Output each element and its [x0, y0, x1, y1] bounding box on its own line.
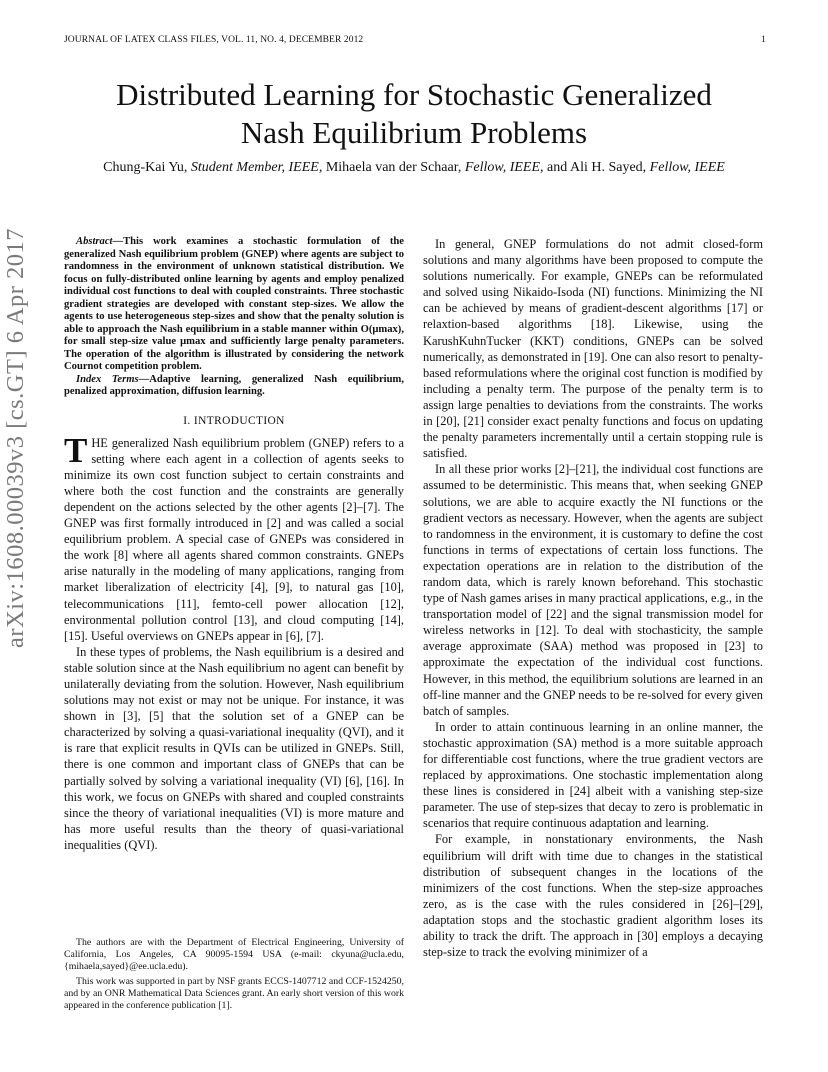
- abstract-label: Abstract: [76, 236, 113, 247]
- intro-paragraph-6: For example, in nonstationary environments, the Nash equilibrium will drift with time due to changes in the statistical distribution of subsequent changes in the locations of the minimizers of the cost functions. When the step-size approaches zero, as is the case with the rules considered in [26]–[29], adaptation stops and the stochastic gradient algorithm loses its ability to track the drift. The approach in [30] employs a decaying step-size to track the evolving minimizer of a: [423, 832, 763, 960]
- index-terms: [64, 374, 404, 399]
- intro-paragraph-3: In general, GNEP formulations do not admit closed-form solutions and many algorithms have been proposed to compute the solutions numerically. For example, GNEPs can be reformulated and solved using Nikaido-Isoda (NI) functions. Minimizing the NI can be achieved by means of gradient-descent algorithms [17] or relaxtion-based algorithms [18]. Likewise, using the KarushKuhnTucker (KKT) conditions, GNEPs can be solved numerically, as demonstrated in [19]. One can also resort to penalty-based reformulations where the original cost function is modified by including a penalty term. The purpose of the penalty term is to assign large penalties to deviations from the constraints. The works in [20], [21] consider exact penalty functions and focus on updating the penalty parameters incrementally until a certain stopping rule is satisfied.: [423, 237, 763, 461]
- index-terms-label: Index Terms: [76, 373, 139, 385]
- intro-paragraph-1-text: HE generalized Nash equilibrium problem (GNEP) refers to a setting where each agent in a collection of agents seeks to minimize its own cost function subject to certain constraints and where both the cost function and the constraints are generally dependent on the actions selected by the other agents [2]–[7]. The GNEP was first formally introduced in [2] and was called a social equilibrium problem. A special case of GNEPs was considered in the work [8] where all agents shared common constraints. GNEPs arise naturally in the modeling of many applications, ranging from market liberalization of electricity [4], [9], to natural gas [10], telecommunications [11], femto-cell power allocation [12], environmental pollution control [13], and cloud computing [14], [15]. Useful overviews on GNEPs appear in [6], [7].: [64, 435, 404, 643]
- intro-paragraph-2: In these types of problems, the Nash equilibrium is a desired and stable solution since at the Nash equilibrium no agent can benefit by unilaterally deviating from the solution. However, Nash equilibrium solutions may not exist or may not be unique. For instance, it was shown in [3], [5] that the solution set of a GNEP can be characterized by solving a quasi-variational inequality (QVI), and it is rare that explicit results in QVIs can be utilized in GNEPs. Still, there is one common and important class of GNEPs that can be partially solved by solving a variational inequality (VI) [6], [16]. In this work, we focus on GNEPs with shared and coupled constraints since the theory of variational inequalities (VI) is more mature and has more useful results than the theory of quasi-variational inequalities (QVI).: [64, 644, 404, 852]
- author-3-role: Fellow, IEEE: [649, 160, 725, 175]
- section-heading-introduction: I. INTRODUCTION: [183, 414, 285, 427]
- arxiv-identifier: arXiv:1608.00039v3 [cs.GT] 6 Apr 2017: [2, 228, 29, 648]
- left-column: [64, 236, 404, 853]
- journal-name: JOURNAL OF LATEX CLASS FILES, VOL. 11, NO. 4, DECEMBER 2012: [64, 35, 364, 45]
- abstract-text: —This work examines a stochastic formulation of the generalized Nash equilibrium problem (GNEP) where agents are subject to randomness in the environment of unknown statistical distribution. We focus on fully-distributed online learning by agents and employ penalized individual cost functions to deal with coupled constraints. Three stochastic gradient strategies are developed with constant step-sizes. We allow the agents to use heterogeneous step-sizes and show that the penalty solution is able to approach the Nash equilibrium in a stable manner within O(μmax), for small step-size value μmax and sufficiently large penalty parameters. The operation of the algorithm is illustrated by considering the network Cournot competition problem.: [64, 236, 404, 372]
- right-column: [423, 236, 763, 960]
- title-line-1: Distributed Learning for Stochastic Generalized: [116, 77, 712, 112]
- index-terms-text: —Adaptive learning, generalized Nash equilibrium, penalized approximation, diffusion learning.: [64, 373, 404, 397]
- author-2: Mihaela van der Schaar,: [325, 160, 462, 175]
- author-1-role: Student Member, IEEE,: [190, 160, 323, 175]
- footnote-affiliation: The authors are with the Department of Electrical Engineering, University of California, Los Angeles, CA 90095-1594 USA (e-mail: ckyuna@ucla.edu, {mihaela,sayed}@ee.ucla.edu).: [64, 937, 404, 972]
- intro-paragraph-5: In order to attain continuous learning in an online manner, the stochastic approximation (SA) method is a more suitable approach for differentiable cost functions, where the true gradient vectors are replaced by approximations. One stochastic implementation along these lines is considered in [24] albeit with a vanishing step-size parameter. The use of step-sizes that decay to zero is problematic in scenarios that require continuous adaptation and learning.: [423, 719, 763, 831]
- author-3: and Ali H. Sayed,: [547, 160, 647, 175]
- paper-title: [40, 76, 788, 152]
- author-list: [40, 158, 788, 178]
- footnotes: [64, 937, 404, 1015]
- footnote-funding: This work was supported in part by NSF grants ECCS-1407712 and CCF-1524250, and by an ONR Mathematical Data Sciences grant. An early short version of this work appeared in the conference publication [1].: [64, 976, 404, 1011]
- title-line-2: Nash Equilibrium Problems: [240, 115, 588, 150]
- running-head: [64, 35, 766, 45]
- author-1: Chung-Kai Yu,: [103, 160, 188, 175]
- page-number: 1: [761, 35, 766, 45]
- dropcap-letter: T: [64, 430, 88, 470]
- intro-paragraph-4: In all these prior works [2]–[21], the individual cost functions are assumed to be deterministic. This means that, when seeking GNEP solutions, we are able to acquire exactly the NI functions or the gradient vectors as necessary. However, when the agents are subject to randomness in the environment, it is customary to define the cost functions in terms of expectations of certain loss functions. The expectation operations are in relation to the distribution of the random data, which is rarely known beforehand. This stochastic type of Nash games arises in many practical applications, e.g., in the transportation model of [22] and the signal transmission model for wireless networks in [12]. To deal with stochasticity, the sample average approximate (SAA) method was proposed in [23] to approximate the expectation of the individual cost functions. However, in this method, the equilibrium solutions are learned in an off-line manner and the GNEP needs to be re-solved for every given batch of samples.: [423, 462, 763, 718]
- author-2-role: Fellow, IEEE,: [464, 160, 544, 175]
- intro-paragraph-1: [64, 430, 404, 644]
- abstract: [64, 236, 404, 374]
